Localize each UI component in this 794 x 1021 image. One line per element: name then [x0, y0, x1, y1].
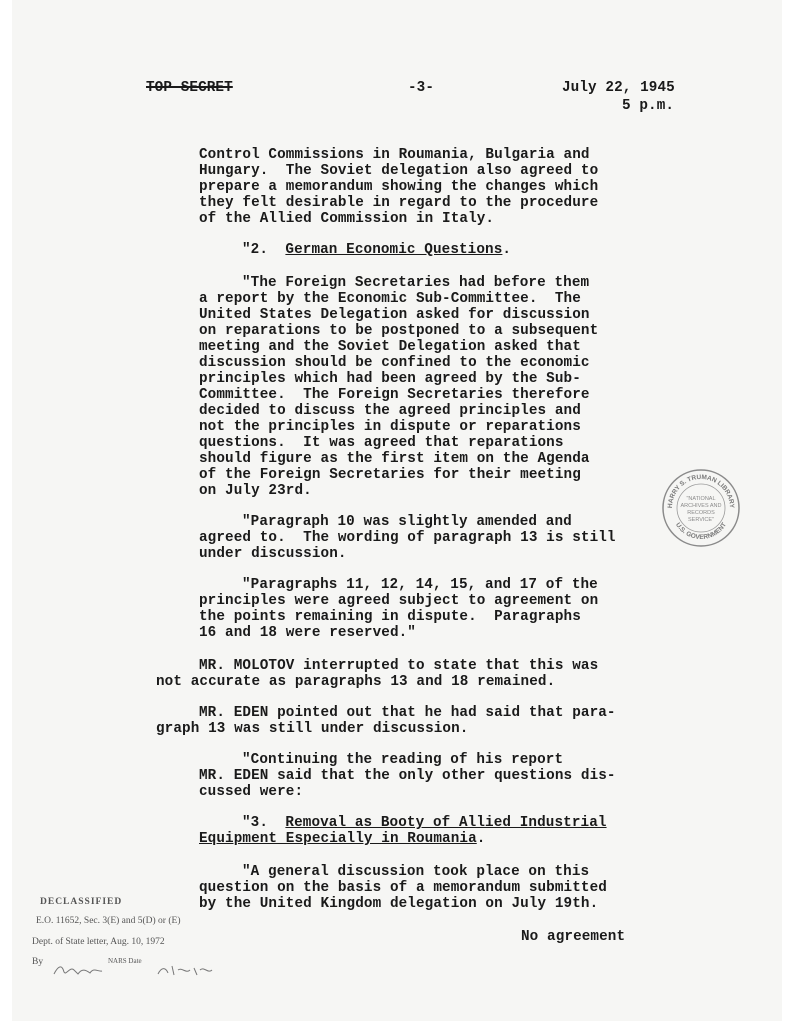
body-line: MR. EDEN pointed out that he had said that para- [199, 705, 616, 721]
document-page [12, 0, 782, 1021]
stamp-bottom-text: U.S. GOVERNMENT [674, 521, 728, 542]
body-line: under discussion. [199, 546, 347, 562]
stamp-line-3: RECORDS [687, 510, 715, 516]
page-number: -3- [408, 80, 435, 96]
body-line: prepare a memorandum showing the changes which [199, 179, 599, 195]
declassification-letter: Dept. of State letter, Aug. 10, 1972 [32, 937, 165, 947]
declassification-authority: E.O. 11652, Sec. 3(E) and 5(D) or (E) [36, 916, 181, 926]
body-line: 16 and 18 were reserved." [199, 625, 416, 641]
stamp-line-1: "NATIONAL [686, 496, 716, 502]
body-line: "Continuing the reading of his report [242, 752, 564, 768]
body-line: principles which had been agreed by the Sub- [199, 371, 581, 387]
body-line: agreed to. The wording of paragraph 13 is still [199, 530, 616, 546]
body-line: the points remaining in dispute. Paragraphs [199, 609, 581, 625]
body-line: not the principles in dispute or reparations [199, 419, 581, 435]
body-line: "A general discussion took place on this [242, 864, 590, 880]
body-line: Control Commissions in Roumania, Bulgaria and [199, 147, 590, 163]
body-line: not accurate as paragraphs 13 and 18 remained. [156, 674, 556, 690]
stamp-line-4: SERVICE" [688, 517, 714, 523]
section-heading-2: "2. German Economic Questions. [242, 242, 512, 258]
body-line: MR. MOLOTOV interrupted to state that this was [199, 658, 599, 674]
body-line: they felt desirable in regard to the procedure [199, 195, 599, 211]
stamp-top-text: HARRY S. TRUMAN LIBRARY [666, 473, 736, 509]
svg-text:U.S. GOVERNMENT [674, 522, 728, 542]
document-time: 5 p.m. [622, 98, 675, 114]
catchword: No agreement [521, 929, 626, 945]
body-line: "Paragraphs 11, 12, 14, 15, and 17 of the [242, 577, 598, 593]
nars-date-label: NARS Date [108, 957, 142, 965]
body-line: of the Foreign Secretaries for their meeting [199, 467, 581, 483]
stamp-line-2: ARCHIVES AND [680, 503, 722, 509]
body-line: questions. It was agreed that reparations [199, 435, 564, 451]
archive-stamp [660, 467, 742, 549]
classification-marking: TOP SECRET [146, 80, 233, 96]
body-line: on reparations to be postponed to a subsequent [199, 323, 599, 339]
body-line: decided to discuss the agreed principles and [199, 403, 581, 419]
body-line: should figure as the first item on the Agenda [199, 451, 590, 467]
body-line: Committee. The Foreign Secretaries therefore [199, 387, 590, 403]
body-line: meeting and the Soviet Delegation asked that [199, 339, 581, 355]
body-line: discussion should be confined to the economic [199, 355, 590, 371]
body-line: of the Allied Commission in Italy. [199, 211, 495, 227]
body-line: principles were agreed subject to agreement on [199, 593, 599, 609]
declassified-label: DECLASSIFIED [40, 897, 123, 907]
body-line: question on the basis of a memorandum submitted [199, 880, 607, 896]
body-line: graph 13 was still under discussion. [156, 721, 469, 737]
body-line: "Paragraph 10 was slightly amended and [242, 514, 572, 530]
section-heading-3-line2: Equipment Especially in Roumania. [199, 831, 486, 847]
body-line: a report by the Economic Sub-Committee. The [199, 291, 581, 307]
document-date: July 22, 1945 [562, 80, 675, 96]
handwritten-initials [40, 958, 220, 982]
body-line: on July 23rd. [199, 483, 312, 499]
section-heading-3-line1: "3. Removal as Booty of Allied Industrial [242, 815, 607, 831]
declassification-by-label: By [32, 957, 44, 967]
body-line: Hungary. The Soviet delegation also agreed to [199, 163, 599, 179]
body-line: cussed were: [199, 784, 304, 800]
body-line: MR. EDEN said that the only other questions dis- [199, 768, 616, 784]
body-line: by the United Kingdom delegation on July 19th. [199, 896, 599, 912]
body-line: United States Delegation asked for discussion [199, 307, 590, 323]
body-line: "The Foreign Secretaries had before them [242, 275, 590, 291]
